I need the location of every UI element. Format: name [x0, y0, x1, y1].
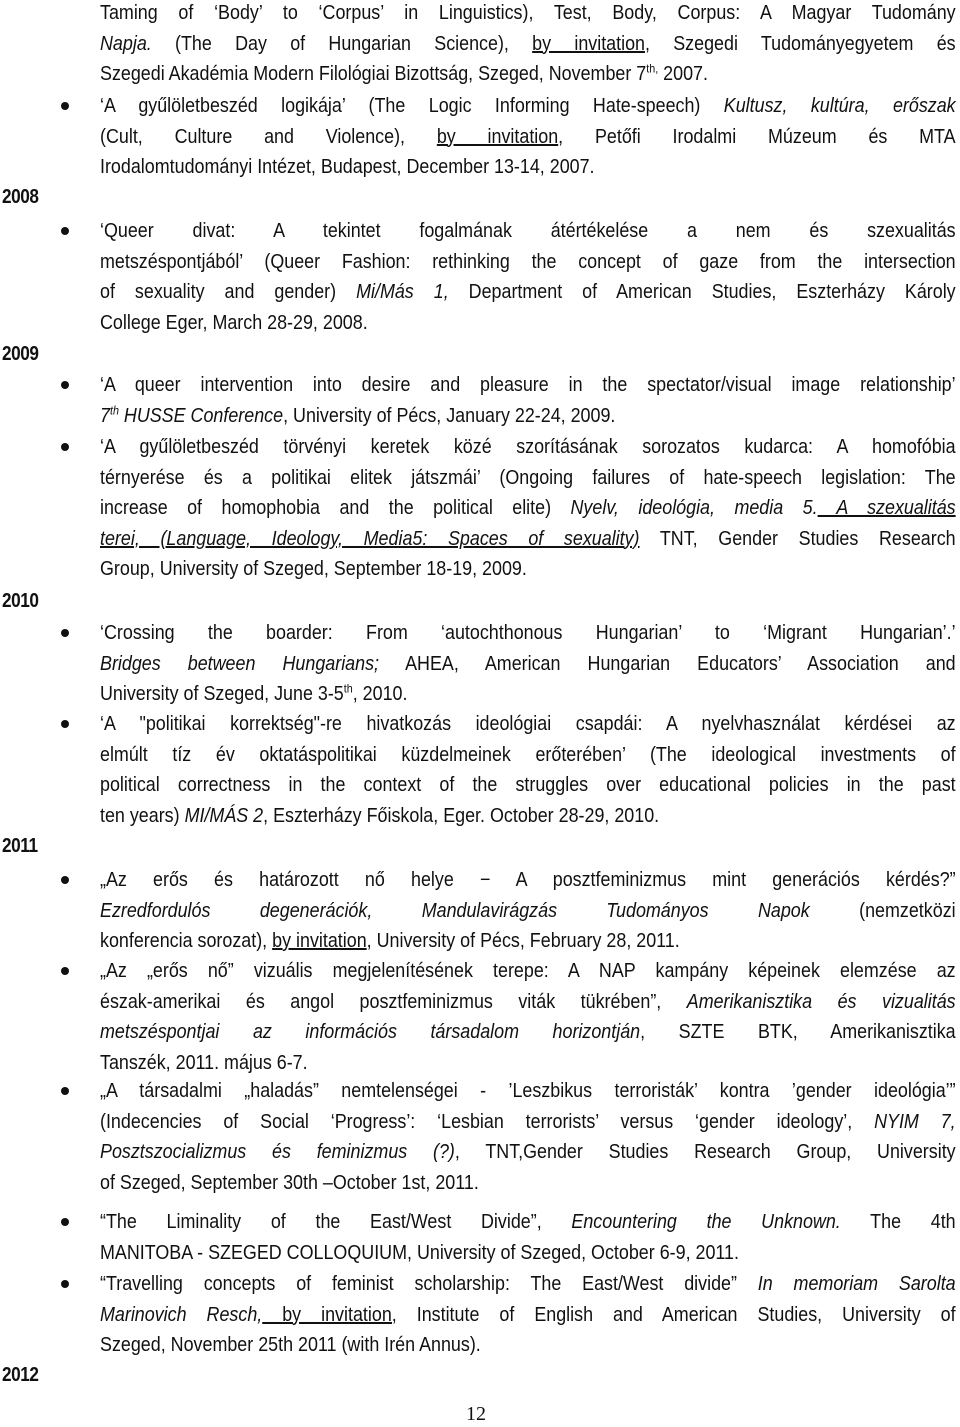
bullet-icon — [61, 1087, 69, 1095]
entry-line: „A társadalmi „haladás” nemtelenségei - ’Leszbikus terroristák’ kontra ’gender ideológia’” — [100, 1080, 956, 1102]
entry-line: College Eger, March 28-29, 2008. — [100, 311, 368, 334]
bullet-icon — [61, 381, 69, 389]
entry-line: metszéspontjai az információs társadalom horizontján, SZTE BTK, Amerikanisztika — [100, 1021, 956, 1043]
entry-line: „Az „erős nő” vizuális megjelenítésének terepe: A NAP kampány képeinek elemzése az — [100, 960, 956, 982]
year-2009: 2009 — [2, 343, 39, 365]
entry-eros-no-vizualis — [100, 956, 956, 1078]
entry-gyuloletbeszed-logikaja — [100, 91, 956, 183]
entry-line: “The Liminality of the East/West Divide”, Encountering the Unknown. The 4th — [100, 1211, 956, 1233]
entry-travelling-concepts — [100, 1269, 956, 1361]
entry-line: MANITOBA - SZEGED COLLOQUIUM, University of Szeged, October 6-9, 2011. — [100, 1241, 739, 1264]
entry-line: Taming of ‘Body’ to ‘Corpus’ in Linguistics), Test, Body, Corpus: A Magyar Tudomány — [100, 2, 956, 24]
bullet-icon — [61, 443, 69, 451]
entry-line: ‘A gyűlöletbeszéd logikája’ (The Logic Informing Hate-speech) Kultusz, kultúra, erőszak — [100, 95, 956, 117]
entry-line: ‘Crossing the boarder: From ‘autochthonous Hungarian’ to ‘Migrant Hungarian’.’ — [100, 622, 956, 644]
entry-queer-intervention — [100, 370, 956, 431]
entry-line: Szegedi Akadémia Modern Filológiai Bizottság, Szeged, November $7^{th,}$ 2007. — [100, 61, 708, 85]
year-2011: 2011 — [2, 835, 38, 857]
entry-torvenyi-keretek — [100, 432, 956, 585]
entry-liminality — [100, 1207, 956, 1268]
entry-line: Napja. (The Day of Hungarian Science), by invitation, Szegedi Tudományegyetem és — [100, 32, 956, 55]
entry-line: ‘A gyűlöletbeszéd törvényi keretek közé szorításának sorozatos kudarca: A homofóbia — [100, 436, 956, 458]
entry-line: Bridges between Hungarians; AHEA, American Hungarian Educators’ Association and — [100, 652, 956, 675]
entry-line: ‘Queer divat: A tekintet fogalmának átértékelése a nem és szexualitás — [100, 220, 956, 242]
entry-line: Ezredfordulós degenerációk, Mandulavirágzás Tudományos Napok (nemzetközi — [100, 899, 956, 922]
entry-line: Irodalomtudományi Intézet, Budapest, December 13-14, 2007. — [100, 156, 595, 178]
entry-crossing-the-boarder — [100, 618, 956, 710]
entry-line: increase of homophobia and the political elite) Nyelv, ideológia, media 5. A szexualitás — [100, 497, 956, 519]
entry-line: Group, University of Szeged, September 18-19, 2009. — [100, 558, 527, 580]
entry-line: „Az erős és határozott nő helye − A posztfeminizmus mint generációs kérdés?” — [100, 869, 956, 891]
bullet-icon — [61, 629, 69, 637]
bullet-icon — [61, 876, 69, 884]
entry-line: konferencia sorozat), by invitation, University of Pécs, February 28, 2011. — [100, 930, 680, 952]
entry-eros-es-hatarozott — [100, 865, 956, 957]
year-2010: 2010 — [2, 590, 39, 612]
entry-taming-of-body — [100, 0, 956, 90]
entry-line: 7th HUSSE Conference, University of Pécs, January 22-24, 2009. — [100, 402, 616, 427]
entry-line: metszéspontjából’ (Queer Fashion: rethinking the concept of gaze from the intersection — [100, 250, 956, 273]
entry-politikai-korrektseg — [100, 709, 956, 831]
entry-line: (Cult, Culture and Violence), by invitation, Petőfi Irodalmi Múzeum és MTA — [100, 125, 956, 148]
entry-line: ‘A queer intervention into desire and pleasure in the spectator/visual image relationship’ — [100, 374, 956, 396]
year-2008: 2008 — [2, 186, 39, 208]
bullet-icon — [61, 227, 69, 235]
entry-line: political correctness in the context of the struggles over educational policies in the past — [100, 774, 956, 796]
entry-line: (Indecencies of Social ‘Progress’: ‘Lesbian terrorists’ versus ‘gender ideology’, NYIM 7, — [100, 1110, 956, 1133]
entry-line: térnyerése és a politikai elitek játszmái’ (Ongoing failures of hate-speech legislation: The — [100, 466, 956, 489]
entry-line: Posztszocializmus és feminizmus (?), TNT,Gender Studies Research Group, University — [100, 1141, 956, 1163]
entry-line: “Travelling concepts of feminist scholarship: The East/West divide” In memoriam Sarolta — [100, 1273, 956, 1295]
entry-queer-divat — [100, 216, 956, 338]
entry-line: Marinovich Resch, by invitation, Institute of English and American Studies, University of — [100, 1303, 956, 1326]
entry-line: University of Szeged, June 3-5th, 2010. — [100, 681, 408, 705]
entry-line: Tanszék, 2011. május 6-7. — [100, 1051, 308, 1074]
entry-line: terei, (Language, Ideology, Media5: Spaces of sexuality) TNT, Gender Studies Research — [100, 527, 956, 550]
entry-line: elmúlt tíz év oktatáspolitikai küzdelmeinek erőterében’ (The ideological investments of — [100, 743, 956, 766]
bullet-icon — [61, 102, 69, 110]
entry-line: észak-amerikai és angol posztfeminizmus viták tükrében”, Amerikanisztika és vizualitás — [100, 990, 956, 1013]
entry-line: of Szeged, September 30th –October 1st, 2011. — [100, 1171, 479, 1194]
bullet-icon — [61, 720, 69, 728]
entry-tarsadalmi-haladas — [100, 1076, 956, 1198]
page-number: 12 — [466, 1403, 486, 1425]
bullet-icon — [61, 1218, 69, 1226]
bullet-icon — [61, 1280, 69, 1288]
entry-line: ten years) MI/MÁS 2, Eszterházy Főiskola, Eger. October 28-29, 2010. — [100, 804, 660, 827]
entry-line: ‘A "politikai korrektség"-re hivatkozás ideológiai csapdái: A nyelvhasználat kérdései az — [100, 713, 956, 735]
entry-line: Szeged, November 25th 2011 (with Irén Annus). — [100, 1334, 481, 1356]
entry-line: of sexuality and gender) Mi/Más 1, Department of American Studies, Eszterházy Károly — [100, 281, 956, 303]
year-2012: 2012 — [2, 1364, 39, 1386]
bullet-icon — [61, 967, 69, 975]
